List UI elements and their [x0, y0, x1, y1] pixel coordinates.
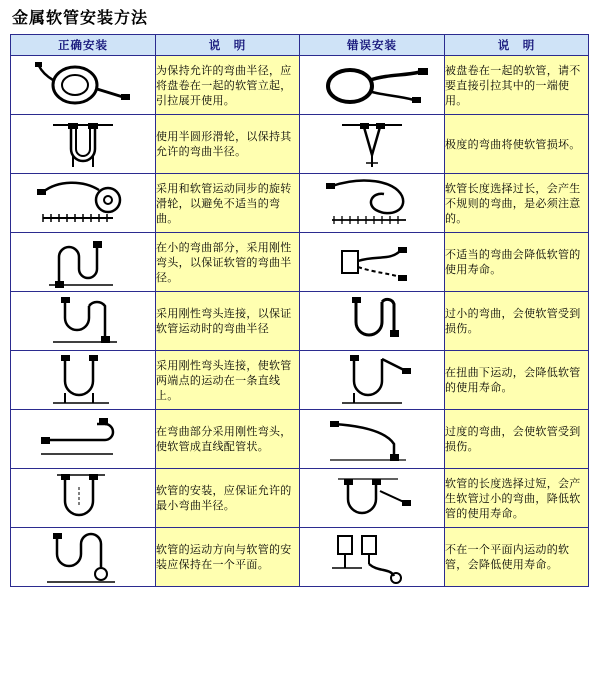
table-row — [11, 115, 589, 174]
note-text: 为保持允许的弯曲半径，应将盘卷在一起的软管立起，引拉展开使用。 — [156, 56, 300, 115]
straight-pipe-elbow-icon — [11, 410, 156, 469]
note-text: 极度的弯曲将使软管损坏。 — [445, 115, 589, 174]
note-text: 被盘卷在一起的软管，请不要直接引拉其中的一端使用。 — [445, 56, 589, 115]
note-text: 软管的安装，应保证允许的最小弯曲半径。 — [156, 469, 300, 528]
table-row — [11, 410, 589, 469]
note-text: 采用刚性弯头连接，以保证软管运动时的弯曲半径 — [156, 292, 300, 351]
note-text: 使用半圆形滑轮，以保持其允许的弯曲半径。 — [156, 115, 300, 174]
min-bend-radius-install-icon — [11, 469, 156, 528]
improper-bend-lifespan-icon — [300, 233, 445, 292]
header-correct-install: 正确安装 — [11, 35, 156, 56]
table-row — [11, 233, 589, 292]
note-text: 软管的长度选择过短，会产生软管过小的弯曲，降低软管的使用寿命。 — [445, 469, 589, 528]
header-correct-note: 说 明 — [156, 35, 300, 56]
note-text: 过度的弯曲，会使软管受到损伤。 — [445, 410, 589, 469]
note-text: 采用和软管运动同步的旋转滑轮，以避免不适当的弯曲。 — [156, 174, 300, 233]
header-wrong-note: 说 明 — [445, 35, 589, 56]
table-row — [11, 469, 589, 528]
table-row — [11, 56, 589, 115]
sync-rotating-pulley-icon — [11, 174, 156, 233]
page-title: 金属软管安装方法 — [12, 8, 149, 27]
installation-methods-table — [10, 34, 589, 587]
table-header-row — [11, 35, 589, 56]
note-text: 软管长度选择过长，会产生不规则的弯曲，是必须注意的。 — [445, 174, 589, 233]
out-of-plane-motion-icon — [300, 528, 445, 587]
excessive-bend-damage-icon — [300, 410, 445, 469]
torsion-bend-motion-icon — [300, 351, 445, 410]
sharp-bend-pulley-icon — [300, 115, 445, 174]
irregular-long-hose-icon — [300, 174, 445, 233]
note-text: 采用刚性弯头连接，使软管两端点的运动在一条直线上。 — [156, 351, 300, 410]
header-wrong-install: 错误安装 — [300, 35, 445, 56]
table-row — [11, 292, 589, 351]
rigid-elbow-straight-ends-icon — [11, 351, 156, 410]
note-text: 在弯曲部分采用刚性弯头，使软管成直线配管状。 — [156, 410, 300, 469]
same-plane-motion-icon — [11, 528, 156, 587]
table-row — [11, 528, 589, 587]
note-text: 软管的运动方向与软管的安装应保持在一个平面。 — [156, 528, 300, 587]
table-row — [11, 351, 589, 410]
too-long-hose-small-bend-icon — [300, 469, 445, 528]
note-text: 过小的弯曲，会使软管受到损伤。 — [445, 292, 589, 351]
semicircle-pulley-icon — [11, 115, 156, 174]
coiled-hose-reel-icon — [11, 56, 156, 115]
rigid-bend-connection-icon — [11, 292, 156, 351]
note-text: 不在一个平面内运动的软管，会降低使用寿命。 — [445, 528, 589, 587]
rigid-elbow-small-bend-icon — [11, 233, 156, 292]
too-small-bend-icon — [300, 292, 445, 351]
note-text: 在扭曲下运动，会降低软管的使用寿命。 — [445, 351, 589, 410]
note-text: 不适当的弯曲会降低软管的使用寿命。 — [445, 233, 589, 292]
note-text: 在小的弯曲部分，采用刚性弯头，以保证软管的弯曲半径。 — [156, 233, 300, 292]
coiled-hose-pulled-icon — [300, 56, 445, 115]
table-row — [11, 174, 589, 233]
